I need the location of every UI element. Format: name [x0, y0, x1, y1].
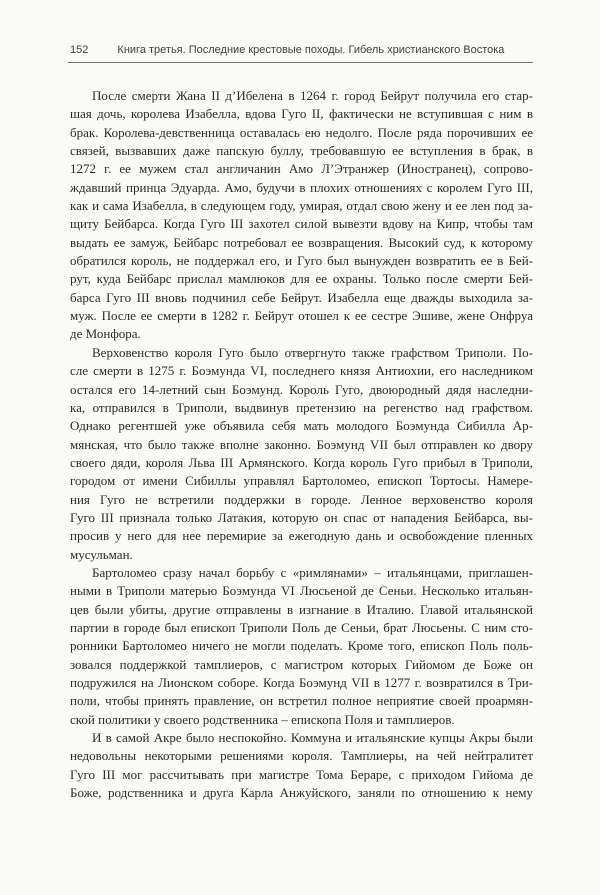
- text-line: цев были убиты, другие отправлены в изгнание в Италию. Главой итальянской: [70, 601, 533, 617]
- text-line: де Монфора.: [70, 326, 141, 342]
- text-line: подружился на Лионском соборе. Когда Боэмунд VII в 1277 г. возвратился в Три-: [70, 675, 533, 690]
- text-line: мусульман.: [70, 546, 133, 562]
- text-line: выдать ее замуж, Бейбарс потребовал ее возвращения. Высокий суд, к которому: [70, 234, 533, 250]
- text-line: связей, вызвавших даже папскую буллу, требовавшую ее вступления в брак, в: [70, 143, 533, 159]
- page-number: 152: [70, 44, 89, 56]
- text-line: Гуго III признала только Латакия, которую он спас от нападения Бейбарса, вы-: [70, 509, 533, 525]
- header-rule: [68, 62, 533, 63]
- text-line: остался его 14-летний сын Боэмунд. Король Гуго, двоюродный дядя наследни-: [70, 381, 533, 397]
- text-line: После смерти Жана II д’Ибелена в 1264 г. город Бейрут получила его стар-: [92, 88, 533, 103]
- text-line: ными в Триполи матерью Боэмунда VI Люсьеной де Сеньи. Несколько итальян-: [70, 583, 533, 599]
- text-line: зовался поддержкой тамплиеров, с магистром которых Гийомом де Боже он: [70, 656, 533, 672]
- text-line: партии в городе был епископ Триполи Поль де Сеньи, брат Люсьены. С ним сто-: [70, 619, 533, 635]
- page-body: [70, 87, 533, 802]
- text-line: рут, куда Бейбарс прислал мамлюков для ее охраны. Только после смерти Бей-: [70, 271, 533, 287]
- text-line: Гуго III мог рассчитывать при магистре Тома Бераре, с приходом Гийома де: [70, 766, 533, 782]
- text-line: мянская, что было также вполне законно. Боэмунд VII был отправлен ко двору: [70, 436, 533, 452]
- text-line: просив у него для нее перемирие за ежегодную дань и освобождение пленных: [70, 528, 533, 544]
- text-line: ния Гуго не встретили поддержки в городе. Ленное верховенство короля: [70, 491, 533, 507]
- text-line: барса Гуго III вновь подчинил себе Бейрут. Изабелла еще дважды выходила за-: [70, 289, 533, 305]
- text-line: своего дяди, короля Льва III Армянского. Когда король Гуго прибыл в Триполи,: [70, 454, 533, 470]
- paragraph: [70, 87, 533, 344]
- text-line: 1272 г. ее мужем стал англичанин Амо Л’Этранжер (Иностранец), сопрово-: [70, 161, 533, 177]
- text-line: ка, отправился в Триполи, выдвинув претензию на регенство над графством.: [70, 399, 533, 415]
- text-line: Однако регентшей уже объявила себя мать молодого Боэмунда Сибилла Ар-: [70, 418, 533, 434]
- text-line: Верховенство короля Гуго было отвергнуто также графством Триполи. По-: [92, 344, 533, 360]
- text-line: брак. Королева-девственница оставалась ею недолго. После ряда порочивших ее: [70, 124, 533, 140]
- text-line: поли, чтобы принять правление, он встретил полное неприятие своей проармян-: [70, 693, 533, 709]
- text-line: ронники Бартоломео ничего не могли поделать. Кроме того, епископ Поль поль-: [70, 638, 533, 654]
- text-line: И в самой Акре было неспокойно. Коммуна и итальянские купцы Акры были: [92, 730, 533, 746]
- text-line: городом от имени Сибиллы управлял Бартоломео, епископ Тортосы. Намере-: [70, 473, 533, 489]
- text-line: Боже, родственника и друга Карла Анжуйского, заняли по отношению к нему: [70, 785, 533, 801]
- running-title: Книга третья. Последние крестовые походы. Гибель христианского Востока: [117, 44, 505, 56]
- text-line: обратился король, не поддержал его, и Гуго был вынужден возвратить ее в Бей-: [70, 253, 533, 269]
- text-line: щиту Бейбарса. Когда Гуго III захотел силой вывезти вдову на Кипр, чтобы там: [70, 216, 533, 232]
- text-line: шая дочь, королева Изабелла, вдова Гуго II, фактически не вступившая с ним в: [70, 106, 533, 122]
- paragraph: [70, 344, 533, 564]
- paragraph: [70, 564, 533, 729]
- text-line: ской политики у своего родственника – епископа Поля и тамплиеров.: [70, 711, 455, 727]
- page-header: [70, 44, 534, 56]
- text-line: как и сама Изабелла, в следующем году, умирая, отдал свою жену и ее лен под за-: [70, 198, 533, 214]
- text-line: ждавший принца Эдуарда. Амо, будучи в плохих отношениях с королем Гуго III,: [70, 179, 533, 195]
- paragraph: [70, 729, 533, 802]
- text-line: муж. После ее смерти в 1282 г. Бейрут отошел к ее сестре Эшиве, жене Онфруа: [70, 308, 533, 324]
- text-line: недовольны некоторыми решениями короля. Тамплиеры, на чей нейтралитет: [70, 748, 533, 764]
- text-line: сле смерти в 1275 г. Боэмунда VI, последнего князя Антиохии, его наследником: [70, 363, 533, 379]
- text-line: Бартоломео сразу начал борьбу с «римлянами» – итальянцами, приглашен-: [92, 564, 533, 580]
